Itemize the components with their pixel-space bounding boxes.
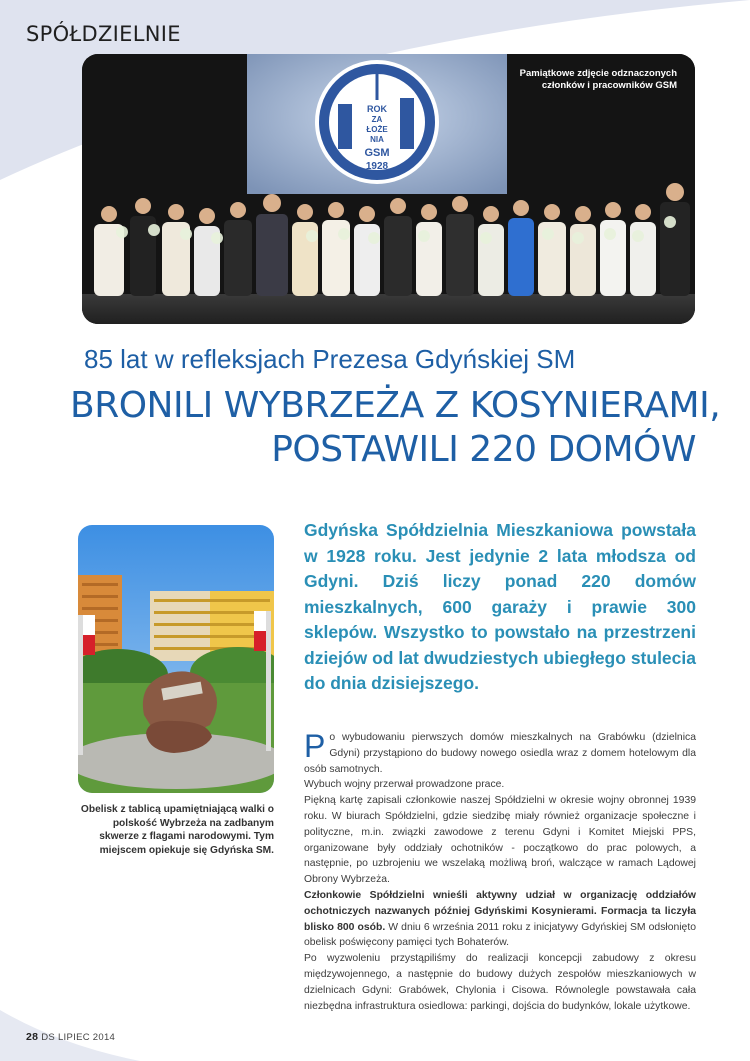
dropcap: P bbox=[304, 728, 326, 764]
article-lead: Gdyńska Spółdzielnia Mieszkaniowa powstała w 1928 roku. Jest jedynie 2 lata młodsza od Gdyni. Dziś liczy ponad 220 domów mieszkalnych, 600 garaży i prawie 300 sklepów. Wszystko to powstało na przestrzeni dziejów od lat dwudziestych ubiegłego stulecia do dnia dzisiejszego. bbox=[304, 520, 696, 693]
obelisk-caption: Obelisk z tablicą upamiętniającą walki o polskość Wybrzeża na zadbanym skwerze z flagami narodowymi. Tym miejscem opiekuje się Gdyńska SM. bbox=[80, 804, 274, 856]
banner-text-gsm: GSM bbox=[364, 147, 390, 159]
section-label: SPÓŁDZIELNIE bbox=[26, 22, 181, 46]
paragraph-4 bbox=[304, 888, 696, 951]
paragraph-1 bbox=[304, 730, 696, 777]
headline-line-1: BRONILI WYBRZEŻA Z KOSYNIERAMI, bbox=[70, 385, 721, 426]
banner-text-nia: NIA bbox=[370, 135, 384, 144]
obelisk-photo-image bbox=[78, 525, 274, 793]
paragraph-3: Piękną kartę zapisali członkowie naszej Spółdzielni w okresie wojny obronnej 1939 roku. W biurach Spółdzielni, gdzie siedzibę miały również organizacje społeczne i polityczne, m.in. związki zawodowe z terenu Gdyni i Komitet Miejski PPS, organizowane były oddziały ochotników - początkowo do prac polowych, a następnie, po uzbrojeniu we wszelaką możliwą broń, walczące w ramach Lądowej Obrony Wybrzeża. bbox=[304, 795, 696, 886]
banner-text-rok: ROK bbox=[367, 104, 387, 114]
group-photo bbox=[82, 54, 695, 324]
page-footer bbox=[26, 1031, 115, 1043]
banner-text-za: ZA bbox=[371, 115, 383, 124]
group-photo-caption: Pamiątkowe zdjęcie odznaczonych członków i pracowników GSM bbox=[519, 68, 677, 91]
headline-line-2: POSTAWILI 220 DOMÓW bbox=[271, 429, 696, 470]
obelisk-photo bbox=[78, 525, 274, 793]
article-headline bbox=[70, 384, 721, 472]
page-number: 28 bbox=[26, 1031, 39, 1043]
publication-name: DS LIPIEC 2014 bbox=[41, 1032, 116, 1043]
paragraph-4-text: W dniu 6 września 2011 roku z inicjatywy Gdyńskiej SM odsłonięto obelisk poświęcony pamięci tych Bohaterów. bbox=[304, 921, 697, 949]
article-subtitle: 85 lat w refleksjach Prezesa Gdyńskiej SM bbox=[84, 344, 576, 374]
paragraph-4-bold: Członkowie Spółdzielni wnieśli aktywny udział w organizację oddziałów ochotniczych nazwanych później Gdyńskimi Kosynierami. Formacja ta liczyła blisko 800 osób. bbox=[304, 889, 696, 933]
group-photo-image bbox=[82, 54, 695, 324]
banner-text-loze: ŁOŻE bbox=[366, 125, 388, 134]
paragraph-1-text: o wybudowaniu pierwszych domów mieszkalnych na Grabówku (dzielnica Gdyni) przystąpiono do budowy nowego osiedla wraz z domem hotelowym dla osób samotnych. bbox=[304, 732, 696, 775]
paragraph-2: Wybuch wojny przerwał prowadzone prace. bbox=[304, 779, 505, 791]
article-body bbox=[304, 730, 696, 1014]
paragraph-5: Po wyzwoleniu przystąpiliśmy do realizacji koncepcji zabudowy z okresu międzywojennego, a następnie do budowy dużych zespołów mieszkaniowych w dzielnicach Gdyni: Grabówek, Chylonia i Cisowa. Równolegle powstawała cała niezbędna infrastruktura osiedlowa: parkingi, dojścia do budynków, lokale użytkowe. bbox=[304, 953, 696, 1012]
banner-text-year: 1928 bbox=[365, 161, 389, 172]
